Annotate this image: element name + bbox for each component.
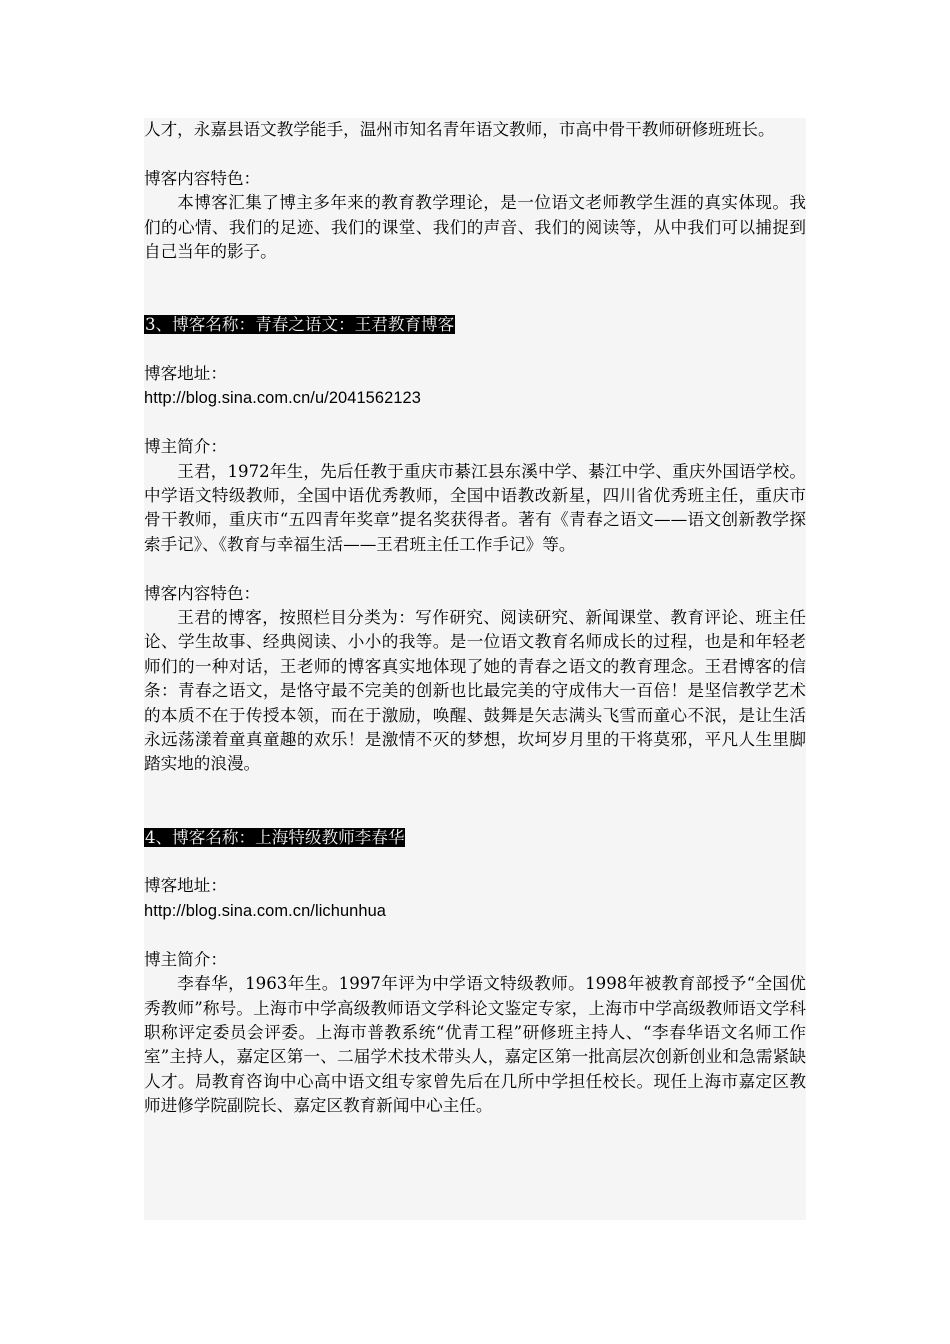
section2-features-text: 本博客汇集了博主多年来的教育教学理论，是一位语文老师教学生涯的真实体现。我们的心情、我们的足迹、我们的课堂、我们的声音、我们的阅读等，从中我们可以捕捉到自己当年的影子。 xyxy=(144,193,806,262)
section2-features-label: 博客内容特色： xyxy=(144,168,261,188)
section3-features-label: 博客内容特色： xyxy=(144,583,261,603)
section4-address-label: 博客地址： xyxy=(144,876,227,896)
section4-intro-label: 博主简介： xyxy=(144,949,227,969)
spacer xyxy=(144,264,806,313)
document-body xyxy=(144,118,806,1220)
section3-features-text: 王君的博客，按照栏目分类为：写作研究、阅读研究、新闻课堂、教育评论、班主任论、学生故事、经典阅读、小小的我等。是一位语文教育名师成长的过程，也是和年轻老师们的一种对话，王老师的博客真实地体现了她的青春之语文的教育理念。王君博客的信条：青春之语文，是恪守最不完美的创新也比最完美的守成伟大一百倍！是坚信教学艺术的本质不在于传授本领，而在于激励，唤醒、鼓舞是矢志满头飞雪而童心不泯，是让生活永远荡漾着童真童趣的欢乐！是激情不灭的梦想，坎坷岁月里的干将莫邪，平凡人生里脚踏实地的浪漫。 xyxy=(144,608,806,774)
spacer xyxy=(144,142,806,166)
spacer xyxy=(144,338,806,362)
section3-heading-line xyxy=(144,313,806,337)
section4-address-link[interactable]: http://blog.sina.com.cn/lichunhua xyxy=(144,901,387,920)
section2-intro-tail: 人才，永嘉县语文教学能手，温州市知名青年语文教师，市高中骨干教师研修班班长。 xyxy=(144,120,775,139)
section3-heading: 3、博客名称：青春之语文：王君教育博客 xyxy=(145,315,455,335)
section4-heading: 4、博客名称：上海特级教师李春华 xyxy=(145,827,405,847)
section3-intro-label: 博主简介： xyxy=(144,437,227,457)
spacer xyxy=(144,557,806,581)
spacer xyxy=(144,850,806,874)
section3-address-label: 博客地址： xyxy=(144,364,227,384)
spacer xyxy=(144,777,806,826)
spacer xyxy=(144,411,806,435)
section4-intro-text: 李春华，1963年生。1997年评为中学语文特级教师。1998年被教育部授予“全国优秀教师”称号。上海市中学高级教师语文学科论文鉴定专家，上海市中学高级教师语文学科职称评定委员会评委。上海市普教系统“优青工程”研修班主持人、“李春华语文名师工作室”主持人，嘉定区第一、二届学术技术带头人，嘉定区第一批高层次创新创业和急需紧缺人才。局教育咨询中心高中语文组专家曾先后在几所中学担任校长。现任上海市嘉定区教师进修学院副院长、嘉定区教育新闻中心主任。 xyxy=(144,974,806,1116)
section4-heading-line xyxy=(144,826,806,850)
section3-address-link[interactable]: http://blog.sina.com.cn/u/2041562123 xyxy=(144,389,421,408)
spacer xyxy=(144,923,806,947)
section3-intro-text: 王君，1972年生，先后任教于重庆市綦江县东溪中学、綦江中学、重庆外国语学校。中学语文特级教师，全国中语优秀教师，全国中语教改新星，四川省优秀班主任，重庆市骨干教师，重庆市“五四青年奖章”提名奖获得者。著有《青春之语文——语文创新教学探索手记》、《教育与幸福生活——王君班主任工作手记》等。 xyxy=(144,461,806,554)
